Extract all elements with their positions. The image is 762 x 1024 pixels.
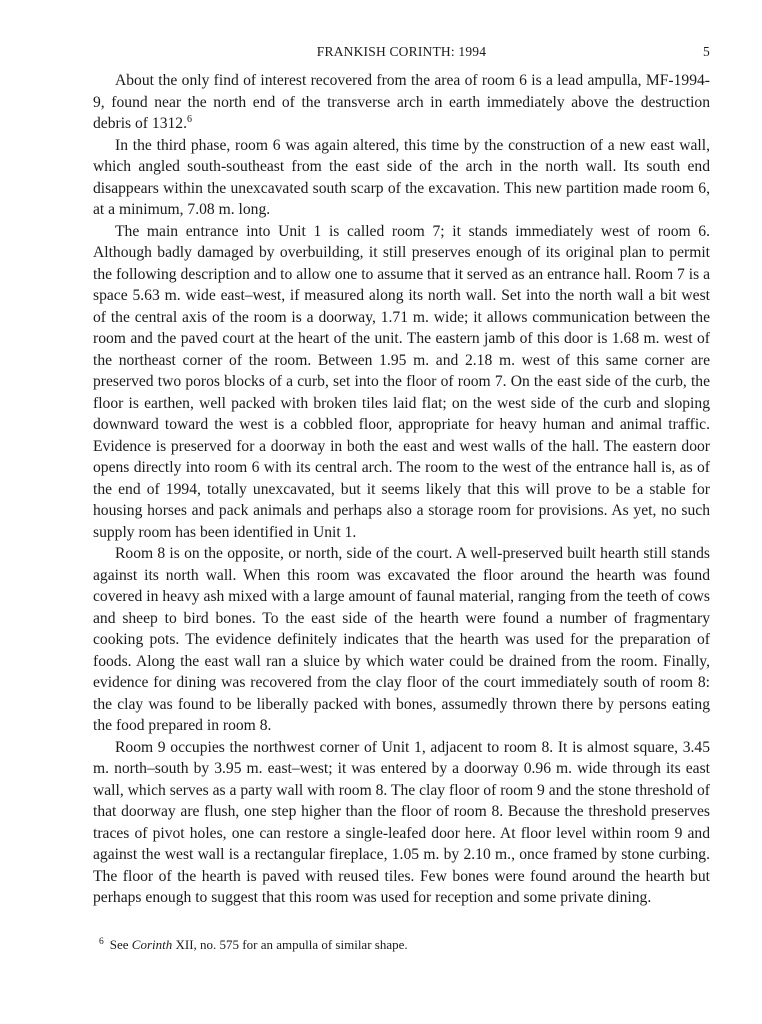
footnote-title: Corinth [131, 937, 173, 952]
running-title: FRANKISH CORINTH: 1994 [316, 44, 487, 59]
footnote [93, 936, 710, 954]
footnote-suffix: XII, no. 575 for an ampulla of similar shape. [172, 937, 408, 952]
paragraph-third-phase: In the third phase, room 6 was again altered, this time by the construction of a new east wall, which angled south-southeast from the east side of the arch in the north wall. Its south end disappears within the unexcavated south scarp of the excavation. This new partition made room 6, at a minimum, 7.08 m. long. [93, 136, 710, 218]
footnote-prefix: See [109, 937, 132, 952]
running-head [93, 44, 710, 66]
paragraph-room-6-find [93, 70, 710, 135]
paragraph-room-8: Room 8 is on the opposite, or north, side of the court. A well-preserved built hearth still stands against its north wall. When this room was excavated the floor around the hearth was found covered in heavy ash mixed with a large amount of faunal material, ranging from the teeth of cows and sheep to bird bones. To the east side of the hearth were found a number of fragmentary cooking pots. The evidence definitely indicates that the hearth was used for the preparation of foods. Along the east wall ran a sluice by which water could be drained from the room. Finally, evidence for dining was recovered from the clay floor of the court immediately south of room 8: the clay was found to be liberally packed with bones, assumedly thrown there by persons eating the food prepared in room 8. [93, 545, 710, 734]
footnote-marker: 6 [99, 937, 104, 947]
page [93, 44, 710, 909]
page-number: 5 [703, 44, 710, 59]
body-text [93, 70, 710, 909]
footnote-reference[interactable]: 6 [186, 114, 192, 125]
paragraph-room-9: Room 9 occupies the northwest corner of Unit 1, adjacent to room 8. It is almost square, 3.45 m. north–south by 3.95 m. east–west; it was entered by a doorway 0.96 m. wide through its east wall, which serves as a party wall with room 8. The clay floor of room 9 and the stone threshold of that doorway are flush, one step higher than the floor of room 8. Because the threshold preserves traces of pivot holes, one can restore a single-leafed door here. At floor level within room 9 and against the west wall is a rectangular fireplace, 1.05 m. by 2.10 m., once framed by stone curbing. The floor of the hearth is paved with reused tiles. Few bones were found around the hearth but perhaps enough to suggest that this room was used for reception and some private dining. [93, 738, 710, 906]
paragraph-text: About the only find of interest recovered from the area of room 6 is a lead ampulla, MF-1994-9, found near the north end of the transverse arch in earth immediately above the destruction debris of 1312. [93, 72, 710, 132]
footnotes [93, 936, 710, 954]
paragraph-room-7: The main entrance into Unit 1 is called room 7; it stands immediately west of room 6. Although badly damaged by overbuilding, it still preserves enough of its original plan to permit the following description and to allow one to assume that it served as an entrance hall. Room 7 is a space 5.63 m. wide east–west, if measured along its north wall. Set into the north wall a bit west of the central axis of the room is a doorway, 1.71 m. wide; it allows communication between the room and the paved court at the heart of the unit. The eastern jamb of this door is 1.68 m. west of the northeast corner of the room. Between 1.95 m. and 2.18 m. west of this same corner are preserved two poros blocks of a curb, set into the floor of room 7. On the east side of the curb, the floor is earthen, well packed with broken tiles laid flat; on the west side of the curb and sloping downward toward the west is a cobbled floor, appropriate for heavy human and animal traffic. Evidence is preserved for a doorway in both the east and west walls of the hall. The eastern door opens directly into room 6 with its central arch. The room to the west of the entrance hall is, as of the end of 1994, totally unexcavated, but it seems likely that this will prove to be a stable for housing horses and pack animals and perhaps also a storage room for provisions. As yet, no such supply room has been identified in Unit 1. [93, 222, 710, 541]
